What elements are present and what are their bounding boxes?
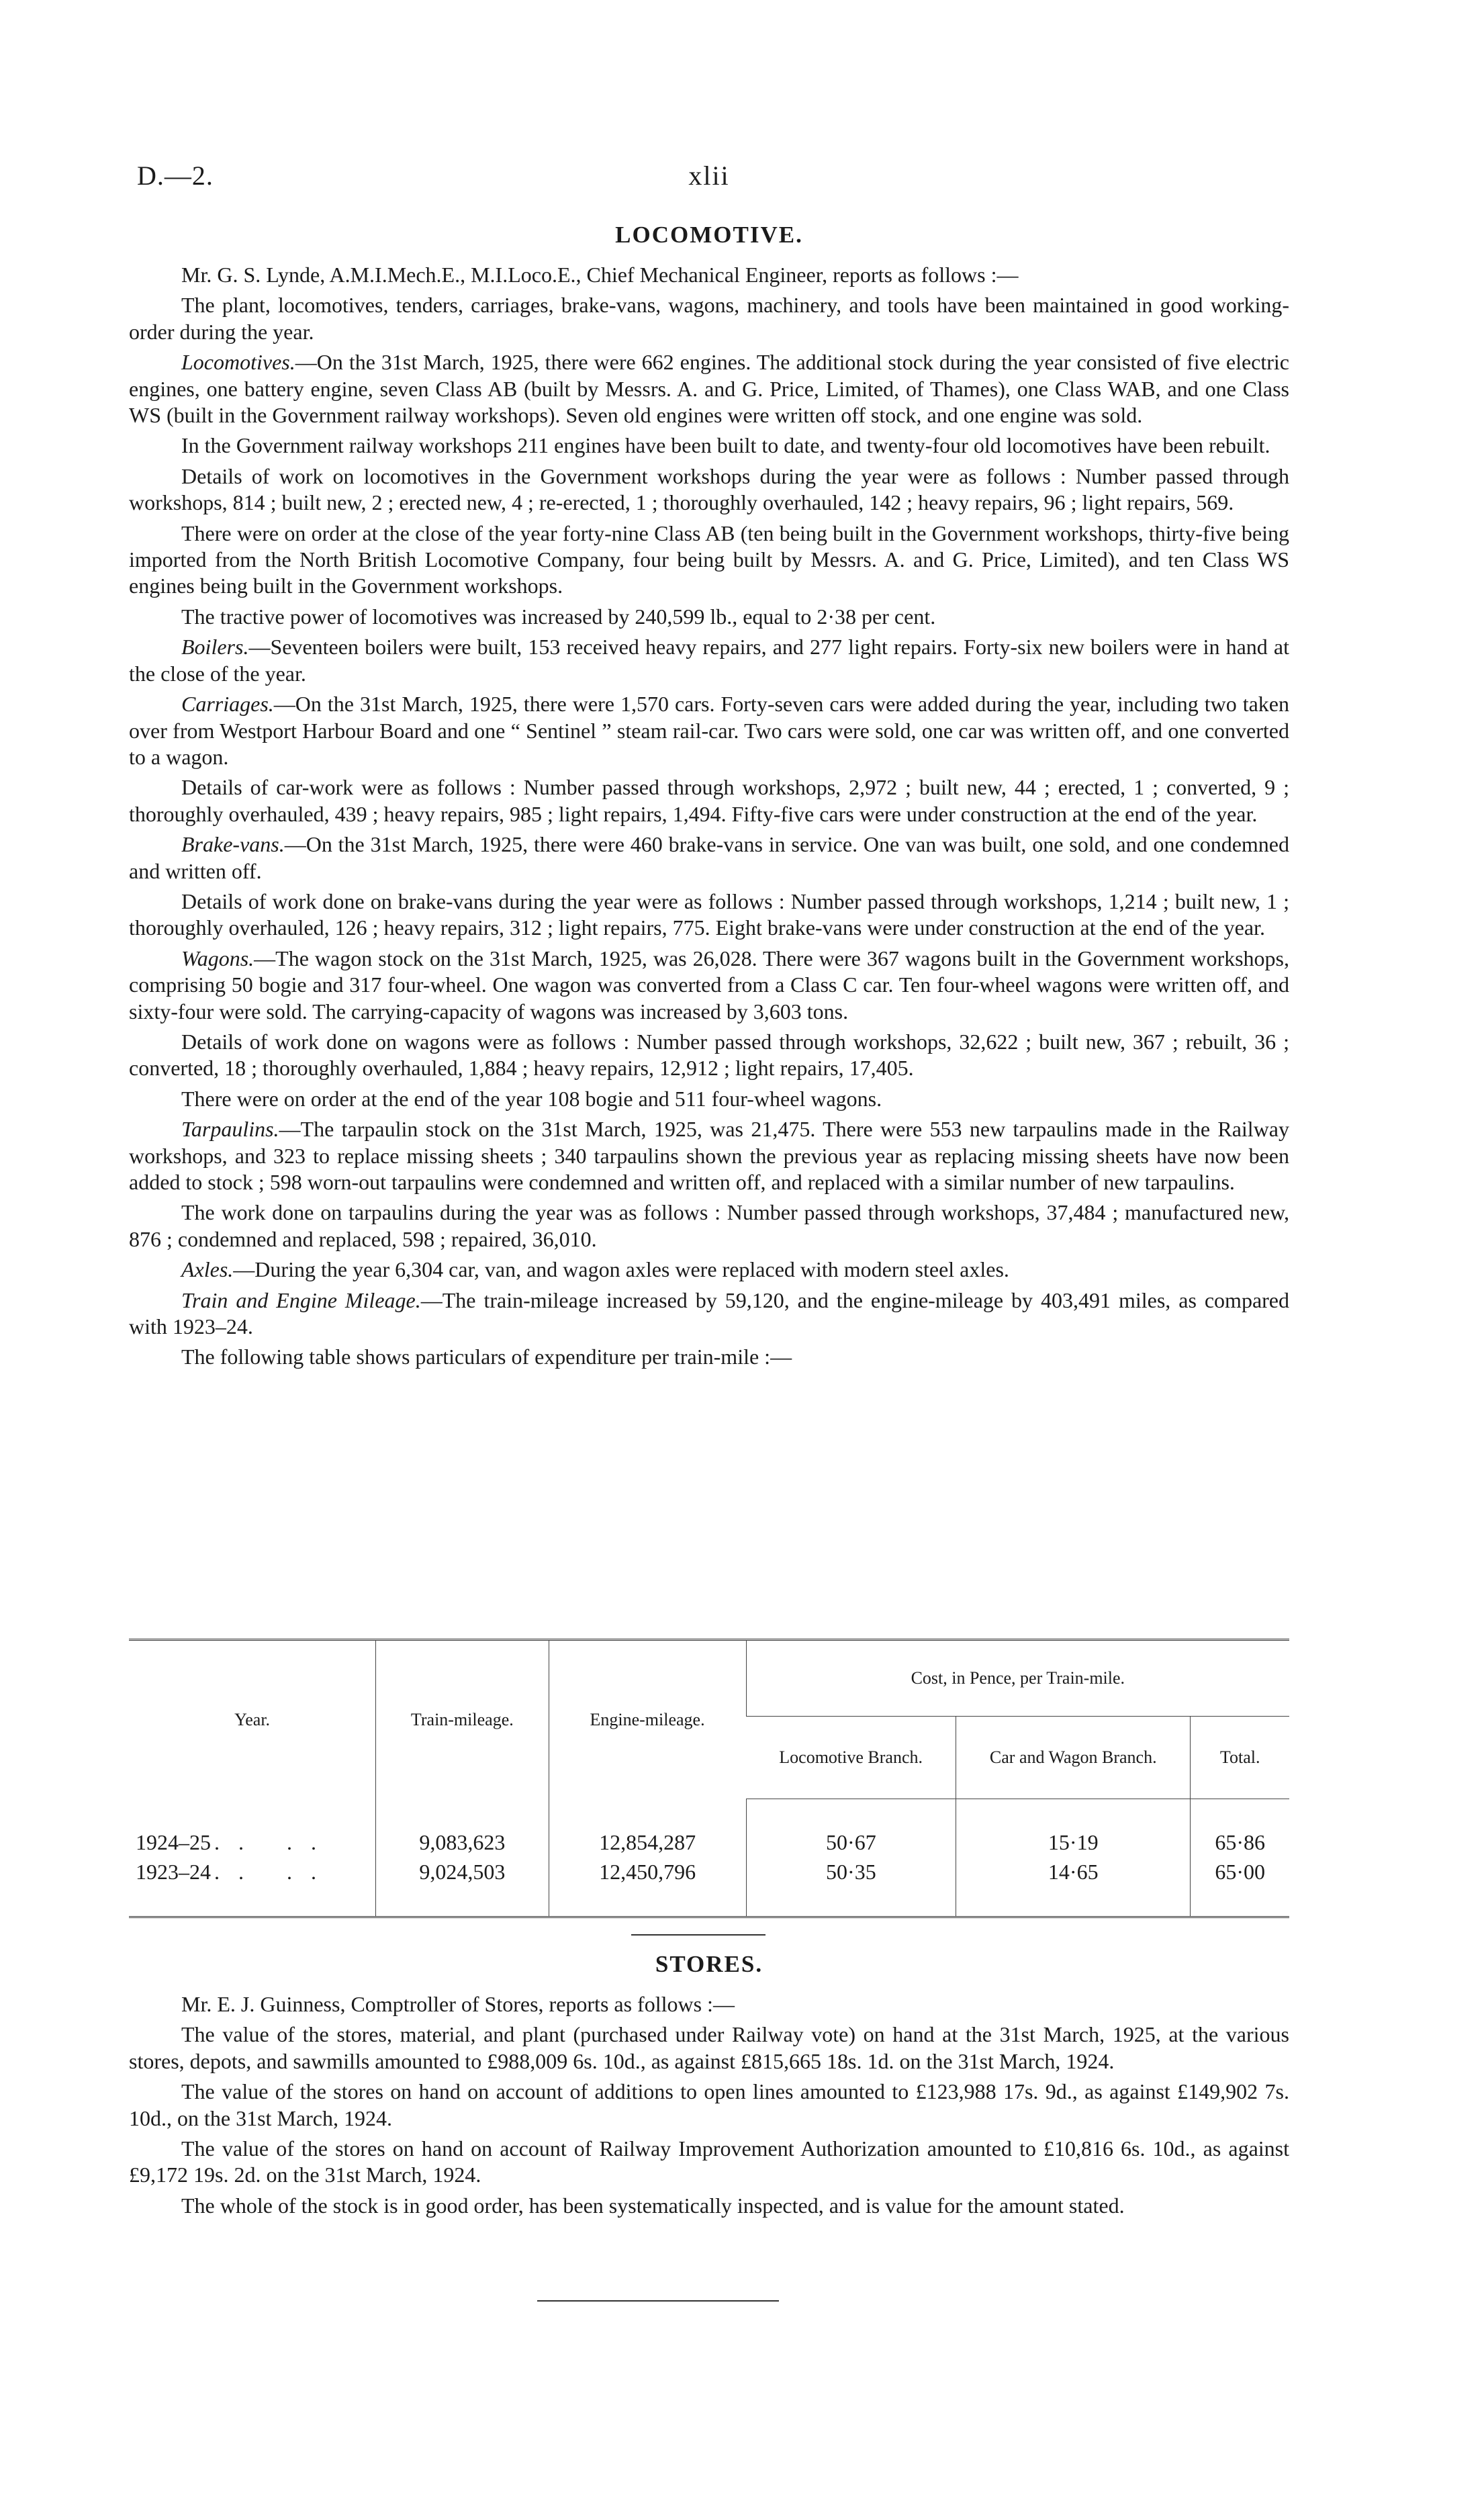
paragraph-text: —The train-mileage increased by 59,120, and the engine-mileage by 403,491 miles, as compared with 1923–24.: [129, 1287, 1290, 1339]
locomotive-heading: LOCOMOTIVE.: [615, 222, 803, 248]
paragraph-text: In the Government railway workshops 211 engines have been built to date, and twenty-four old locomotives have been rebuilt.: [181, 433, 1270, 458]
car-wagon-branch-cell: 15·19: [956, 1799, 1191, 1858]
paragraph-lead: Tarpaulins.: [181, 1117, 279, 1142]
paragraph: [129, 262, 1289, 288]
paragraph: [129, 1116, 1289, 1195]
paragraph: [129, 946, 1289, 1025]
paragraph-text: Details of work done on wagons were as follows : Number passed through workshops, 32,622 ; built new, 367 ; rebuilt, 36 ; converted, 18 ; thoroughly overhauled, 1,884 ; heavy repairs, 12,912 ; light repairs, 17,405.: [129, 1029, 1289, 1081]
col-car-wagon-branch-header: Car and Wagon Branch.: [956, 1717, 1191, 1799]
paragraph: [129, 520, 1289, 600]
paragraph-text: —On the 31st March, 1925, there were 662 engines. The additional stock during the year consisted of five electric engines, one battery engine, seven Class AB (built by Messrs. A. and G. Price, Limited, of Thames), one Class WAB, and one Class WS (built in the Government railway workshops). Seven old engines were written off stock, and one engine was sold.: [129, 350, 1289, 428]
car-wagon-branch-cell: 14·65: [956, 1857, 1191, 1917]
paragraph: The value of the stores on hand on account of additions to open lines amounted to £123,988 17s. 9d., as against £149,902 7s. 10d., on the 31st March, 1924.: [129, 2079, 1289, 2130]
paragraph-text: —The wagon stock on the 31st March, 1925, was 26,028. There were 367 wagons built in the Government workshops, comprising 50 bogie and 317 four-wheel. One wagon was converted from a Class C car. Ten four-wheel wagons were written off, and sixty-four were sold. The carrying-capacity of wagons was increased by 3,603 tons.: [129, 946, 1289, 1024]
paragraph: [129, 691, 1289, 770]
end-divider: [537, 2300, 779, 2302]
leader-dots: .. ..: [214, 1829, 335, 1854]
col-total-header: Total.: [1191, 1717, 1289, 1799]
stores-heading: STORES.: [655, 1951, 763, 1977]
paragraph-text: The following table shows particulars of expenditure per train-mile :—: [181, 1345, 792, 1369]
page-number: xlii: [688, 161, 730, 191]
paragraph: [129, 292, 1289, 345]
paragraph: [129, 1029, 1289, 1082]
col-cost-header: Cost, in Pence, per Train-mile.: [746, 1640, 1289, 1717]
train-mileage-cell: 9,024,503: [376, 1857, 549, 1917]
paragraph-text: The plant, locomotives, tenders, carriages, brake-vans, wagons, machinery, and tools have been maintained in good working-order during the year.: [129, 293, 1289, 344]
year-cell: [129, 1799, 376, 1858]
locomotive-branch-cell: 50·67: [746, 1799, 956, 1858]
engine-mileage-cell: 12,450,796: [549, 1857, 746, 1917]
col-train-mileage-header: Train-mileage.: [376, 1640, 549, 1799]
paragraph-text: Details of car-work were as follows : Number passed through workshops, 2,972 ; built new, 44 ; erected, 1 ; converted, 9 ; thoroughly overhauled, 439 ; heavy repairs, 985 ; light repairs, 1,494. Fifty-five cars were under construction at the end of the year.: [129, 775, 1289, 826]
paragraph-lead: Boilers.: [181, 635, 249, 660]
paragraph-text: —On the 31st March, 1925, there were 1,570 cars. Forty-seven cars were added during the year, including two taken over from Westport Harbour Board and one “ Sentinel ” steam rail-car. Two cars were sold, one car was written off, and one converted to a wagon.: [129, 692, 1289, 769]
locomotive-branch-cell: 50·35: [746, 1857, 956, 1917]
paragraph: [129, 1199, 1289, 1253]
paragraph-text: There were on order at the end of the year 108 bogie and 511 four-wheel wagons.: [181, 1086, 882, 1111]
paragraph: [129, 1086, 1289, 1112]
paragraph: The value of the stores, material, and plant (purchased under Railway vote) on hand at the 31st March, 1925, at the various stores, depots, and sawmills amounted to £988,009 6s. 10d., as against £815,665 18s. 1d. on the 31st March, 1924.: [129, 2022, 1289, 2073]
year-value: 1923–24: [136, 1860, 211, 1884]
paragraph-text: Details of work on locomotives in the Government workshops during the year were as follows : Number passed through workshops, 814 ; built new, 2 ; erected new, 4 ; re-erected, 1 ; thoroughly overhauled, 142 ; heavy repairs, 96 ; light repairs, 569.: [129, 463, 1289, 515]
paragraph-lead: Locomotives.: [181, 350, 295, 375]
paragraph-lead: Brake-vans.: [181, 832, 285, 857]
engine-mileage-cell: 12,854,287: [549, 1799, 746, 1858]
paragraph: [129, 774, 1289, 827]
paragraph-lead: Train and Engine Mileage.: [181, 1287, 421, 1312]
paragraph: [129, 1287, 1289, 1341]
locomotive-body: [129, 262, 1289, 1375]
leader-dots: .. ..: [214, 1860, 335, 1884]
paragraph-lead: Wagons.: [181, 946, 254, 970]
table-header-row: [129, 1640, 1289, 1717]
paragraph-text: The tractive power of locomotives was increased by 240,599 lb., equal to 2·38 per cent.: [181, 604, 936, 629]
paragraph-text: Mr. G. S. Lynde, A.M.I.Mech.E., M.I.Loco.E., Chief Mechanical Engineer, reports as follows :—: [181, 263, 1019, 287]
total-cell: 65·00: [1191, 1857, 1289, 1917]
paragraph: [129, 433, 1289, 459]
paragraph-text: —On the 31st March, 1925, there were 460 brake-vans in service. One van was built, one sold, and one condemned and written off.: [129, 832, 1289, 883]
col-year-header: Year.: [129, 1640, 376, 1799]
paragraph: The whole of the stock is in good order, has been systematically inspected, and is value for the amount stated.: [181, 2193, 1125, 2218]
paragraph: [129, 1344, 1289, 1370]
paragraph: Mr. E. J. Guinness, Comptroller of Stores, reports as follows :—: [181, 1992, 735, 2016]
paragraph-lead: Axles.: [181, 1257, 234, 1282]
page-header: [129, 160, 1289, 200]
expenditure-table: [129, 1639, 1289, 1918]
train-mileage-cell: 9,083,623: [376, 1799, 549, 1858]
year-value: 1924–25: [136, 1829, 211, 1854]
paragraph: [129, 634, 1289, 687]
paragraph-text: There were on order at the close of the year forty-nine Class AB (ten being built in the Government workshops, thirty-five being imported from the North British Locomotive Company, four being built by Messrs. A. and G. Price, Limited), and ten Class WS engines being built in the Government workshops.: [129, 520, 1289, 598]
paragraph-text: The work done on tarpaulins during the year was as follows : Number passed through workshops, 37,484 ; manufactured new, 876 ; condemned and replaced, 598 ; repaired, 36,010.: [129, 1200, 1289, 1251]
col-engine-mileage-header: Engine-mileage.: [549, 1640, 746, 1799]
paragraph: The value of the stores on hand on account of Railway Improvement Authorization amounted to £10,816 6s. 10d., as against £9,172 19s. 2d. on the 31st March, 1924.: [129, 2136, 1289, 2187]
paragraph-text: —During the year 6,304 car, van, and wagon axles were replaced with modern steel axles.: [233, 1257, 1009, 1282]
paragraph-text: —The tarpaulin stock on the 31st March, 1925, was 21,475. There were 553 new tarpaulins made in the Railway workshops, and 323 to replace missing sheets ; 340 tarpaulins shown the previous year as replacing missing sheets have now been added to stock ; 598 worn-out tarpaulins were condemned and written off, and replaced with a similar number of new tarpaulins.: [129, 1117, 1289, 1194]
expenditure-table-wrap: [129, 1639, 1289, 1918]
page-id: D.—2.: [137, 161, 214, 191]
col-locomotive-branch-header: Locomotive Branch.: [746, 1717, 956, 1799]
stores-body: [129, 1991, 1289, 2223]
year-cell: [129, 1857, 376, 1917]
paragraph: [129, 831, 1289, 884]
paragraph: [129, 463, 1289, 516]
total-cell: 65·86: [1191, 1799, 1289, 1858]
paragraph-text: —Seventeen boilers were built, 153 received heavy repairs, and 277 light repairs. Forty-six new boilers were in hand at the close of the year.: [129, 635, 1289, 686]
table-row: [129, 1857, 1289, 1917]
paragraph: [129, 1257, 1289, 1283]
paragraph: [129, 889, 1289, 942]
paragraph: [129, 604, 1289, 630]
paragraph: [129, 349, 1289, 428]
section-divider: [631, 1934, 766, 1936]
paragraph-lead: Carriages.: [181, 692, 274, 717]
paragraph-text: Details of work done on brake-vans during the year were as follows : Number passed through workshops, 1,214 ; built new, 1 ; thoroughly overhauled, 126 ; heavy repairs, 312 ; light repairs, 775. Eight brake-vans were under construction at the end of the year.: [129, 889, 1289, 940]
table-row: [129, 1799, 1289, 1858]
